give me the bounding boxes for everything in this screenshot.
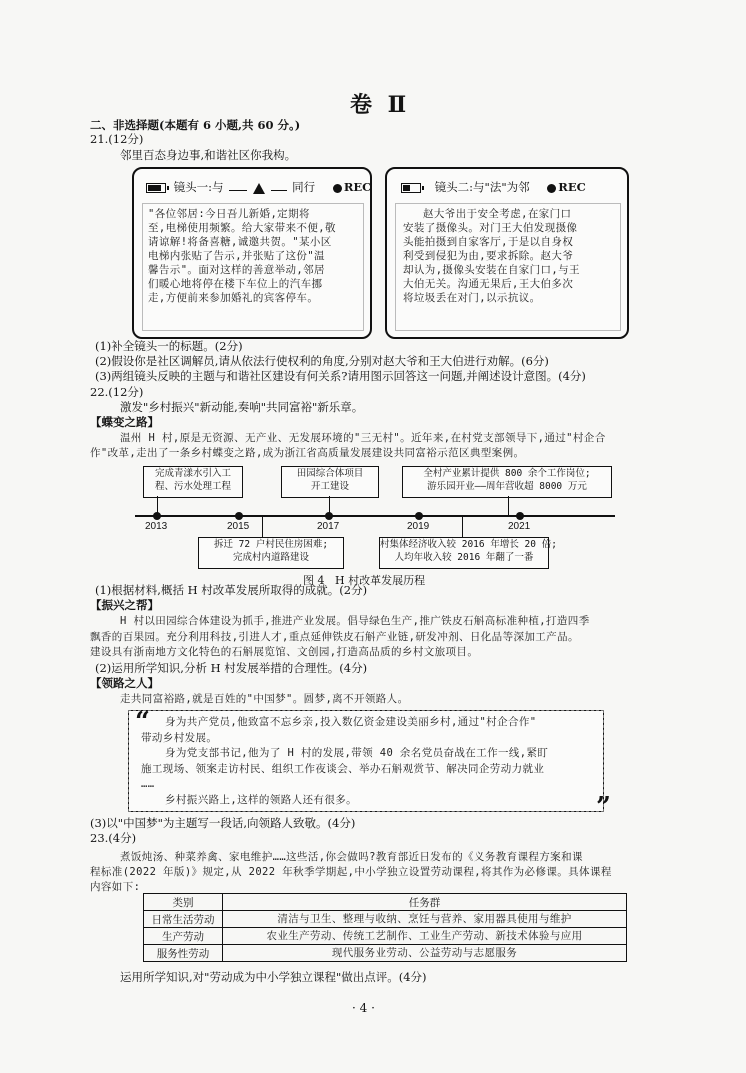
table-row (144, 945, 627, 962)
camera-2-title: 镜头二:与"法"为邻 (434, 180, 530, 194)
table-cell: 服务性劳动 (144, 945, 223, 962)
q22-para1-line2: 作"改革,走出了一条乡村蝶变之路,成为浙江省高质量发展建设共同富裕示范区典型案例。 (90, 447, 525, 459)
timeline-dot (235, 512, 243, 520)
q23-intro-line1: 煮饭炖汤、种菜养禽、家电维护……这些活,你会做吗?教育部近日发布的《义务教育课程方案和课 (120, 851, 583, 863)
battery-icon (401, 183, 421, 193)
q21-sub1: (1)补全镜头一的标题。(2分) (95, 339, 243, 353)
record-dot-icon (333, 184, 342, 193)
timeline-year: 2015 (227, 521, 250, 532)
triangle-icon (253, 183, 265, 194)
q22-sub2: (2)运用所学知识,分析 H 村发展举措的合理性。(4分) (95, 661, 368, 675)
table-cell: 日常生活劳动 (144, 911, 223, 928)
battery-icon (146, 183, 166, 193)
table-header-tasks: 任务群 (223, 894, 627, 911)
table-cell: 清洁与卫生、整理与收纳、烹饪与营养、家用器具使用与维护 (223, 911, 627, 928)
camera-1-text: "各位邻居:今日吾儿新婚,定期将 至,电梯使用频繁。给大家带来不便,敬 请谅解!将备喜糖,诚邀共贺。"某小区 电梯内张贴了告示,并张贴了这份"温 馨告示"。面对这样的善意举动,邻居 们暖心地将停在楼下车位上的汽车挪 走,方便前来参加婚礼的宾客停车。 (148, 208, 336, 304)
camera-1-title-suffix: 同行 (292, 180, 316, 194)
table-row (144, 928, 627, 945)
camera-frame-1 (132, 167, 372, 339)
timeline-event-2021: 村集体经济收入较 2016 年增长 20 倍; 人均年收入较 2016 年翻了一番 (379, 537, 549, 569)
rec-label: REC (558, 180, 586, 194)
timeline-dot (415, 512, 423, 520)
timeline-caption: 图 4 H 村改革发展历程 (303, 574, 426, 587)
page-title: 卷 Ⅱ (350, 92, 411, 118)
page-number: · 4 · (352, 1001, 375, 1015)
q23-number: 23.(4分) (90, 831, 137, 845)
q21-sub3: (3)两组镜头反映的主题与和谐社区建设有何关系?请用图示回答这一问题,并阐述设计意图。(4分) (95, 369, 586, 383)
section-title: 二、非选择题(本题有 6 小题,共 60 分。) (90, 118, 301, 132)
q22-sub3: (3)以"中国梦"为主题写一段话,向领路人致敬。(4分) (90, 816, 356, 830)
timeline-axis (135, 515, 615, 517)
quote-text: 身为共产党员,他致富不忘乡亲,投入数亿资金建设美丽乡村,通过"村企合作" 带动乡村发展。 身为党支部书记,他为了 H 村的发展,带领 40 余名党员奋战在工作一线,紧盯 施工现场、领案走访村民、组织工作夜谈会、举办石斛观赏节、解决同企劳动力就业 …… 乡村振兴路上,这样的领路人还有很多。 (141, 716, 549, 806)
record-dot-icon (547, 184, 556, 193)
timeline-dot (325, 512, 333, 520)
table-cell: 生产劳动 (144, 928, 223, 945)
rec-label: REC (343, 180, 372, 194)
q23-intro-line3: 内容如下: (90, 881, 141, 893)
course-table (143, 893, 627, 962)
timeline-event-2019: 全村产业累计提供 800 余个工作岗位; 游乐园开业——周年营收超 8000 万元 (402, 466, 612, 498)
table-row (144, 911, 627, 928)
q23-question: 运用所学知识,对"劳动成为中小学独立课程"做出点评。(4分) (120, 970, 427, 984)
table-cell: 现代服务业劳动、公益劳动与志愿服务 (223, 945, 627, 962)
q22-para2-line3: 建设具有浙南地方文化特色的石斛展览馆、文创园,打造高品质的乡村文旅项目。 (90, 646, 479, 658)
timeline-year: 2013 (145, 521, 168, 532)
quote-box (128, 707, 604, 812)
close-quote-mark: ” (596, 792, 611, 822)
q22-heading-1: 【蝶变之路】 (90, 415, 159, 429)
timeline-dot (516, 512, 524, 520)
camera-2-text: 赵大爷出于安全考虑,在家门口 安装了摄像头。对门王大伯发现摄像 头能拍摄到自家客厅,于是以自身权 利受到侵犯为由,要求拆除。赵大爷 却认为,摄像头安装在自家门口,与王 大伯无关。沟通无果后,王大伯多次 将垃圾丢在对门,以示抗议。 (403, 208, 580, 304)
table-cell: 农业生产劳动、传统工艺制作、工业生产劳动、新技术体验与应用 (223, 928, 627, 945)
q22-number: 22.(12分) (90, 385, 144, 399)
camera-1-title-prefix: 镜头一:与 (173, 180, 224, 194)
timeline (90, 460, 650, 590)
q22-intro: 激发"乡村振兴"新动能,奏响"共同富裕"新乐章。 (120, 400, 364, 414)
q21-sub2: (2)假设你是社区调解员,请从依法行使权利的角度,分别对赵大爷和王大伯进行劝解。(6分) (95, 354, 549, 368)
q22-para2-line1: H 村以田园综合体建设为抓手,推进产业发展。倡导绿色生产,推广铁皮石斛高标准种植,打造四季 (120, 615, 590, 627)
q21-number: 21.(12分) (90, 132, 144, 146)
q22-para2-line2: 飘香的百果园。充分利用科技,引进人才,重点延伸铁皮石斛产业链,研发冲剂、日化品等深加工产品。 (90, 631, 579, 643)
timeline-year: 2019 (407, 521, 430, 532)
q23-intro-line2: 程标准(2022 年版)》规定,从 2022 年秋季学期起,中小学独立设置劳动课程,将其作为必修课。具体课程 (90, 866, 612, 878)
q22-para1-line1: 温州 H 村,原是无资源、无产业、无发展环境的"三无村"。近年来,在村党支部领导下,通过"村企合 (120, 432, 606, 444)
table-header-row (144, 894, 627, 911)
camera-2-header (401, 179, 586, 195)
q22-sub1: (1)根据材料,概括 H 村改革发展所取得的成就。(2分) (95, 583, 368, 597)
timeline-event-2017: 田园综合体项目 开工建设 (281, 466, 379, 498)
timeline-year: 2017 (317, 521, 340, 532)
table-header-category: 类别 (144, 894, 223, 911)
open-quote-mark: “ (135, 707, 150, 737)
q21-intro: 邻里百态身边事,和谐社区你我构。 (120, 148, 297, 162)
q22-para3: 走共同富裕路,就是百姓的"中国梦"。圆梦,离不开领路人。 (120, 693, 409, 705)
timeline-event-2013: 完成青漾水引入工 程、污水处理工程 (143, 466, 243, 498)
camera-frame-2 (385, 167, 629, 339)
q22-heading-3: 【领路之人】 (90, 676, 159, 690)
camera-1-header (146, 179, 371, 195)
q22-heading-2: 【振兴之帮】 (90, 598, 159, 612)
timeline-event-2015: 拆迁 72 户村民住房困难; 完成村内道路建设 (198, 537, 344, 569)
timeline-year: 2021 (508, 521, 531, 532)
timeline-dot (153, 512, 161, 520)
